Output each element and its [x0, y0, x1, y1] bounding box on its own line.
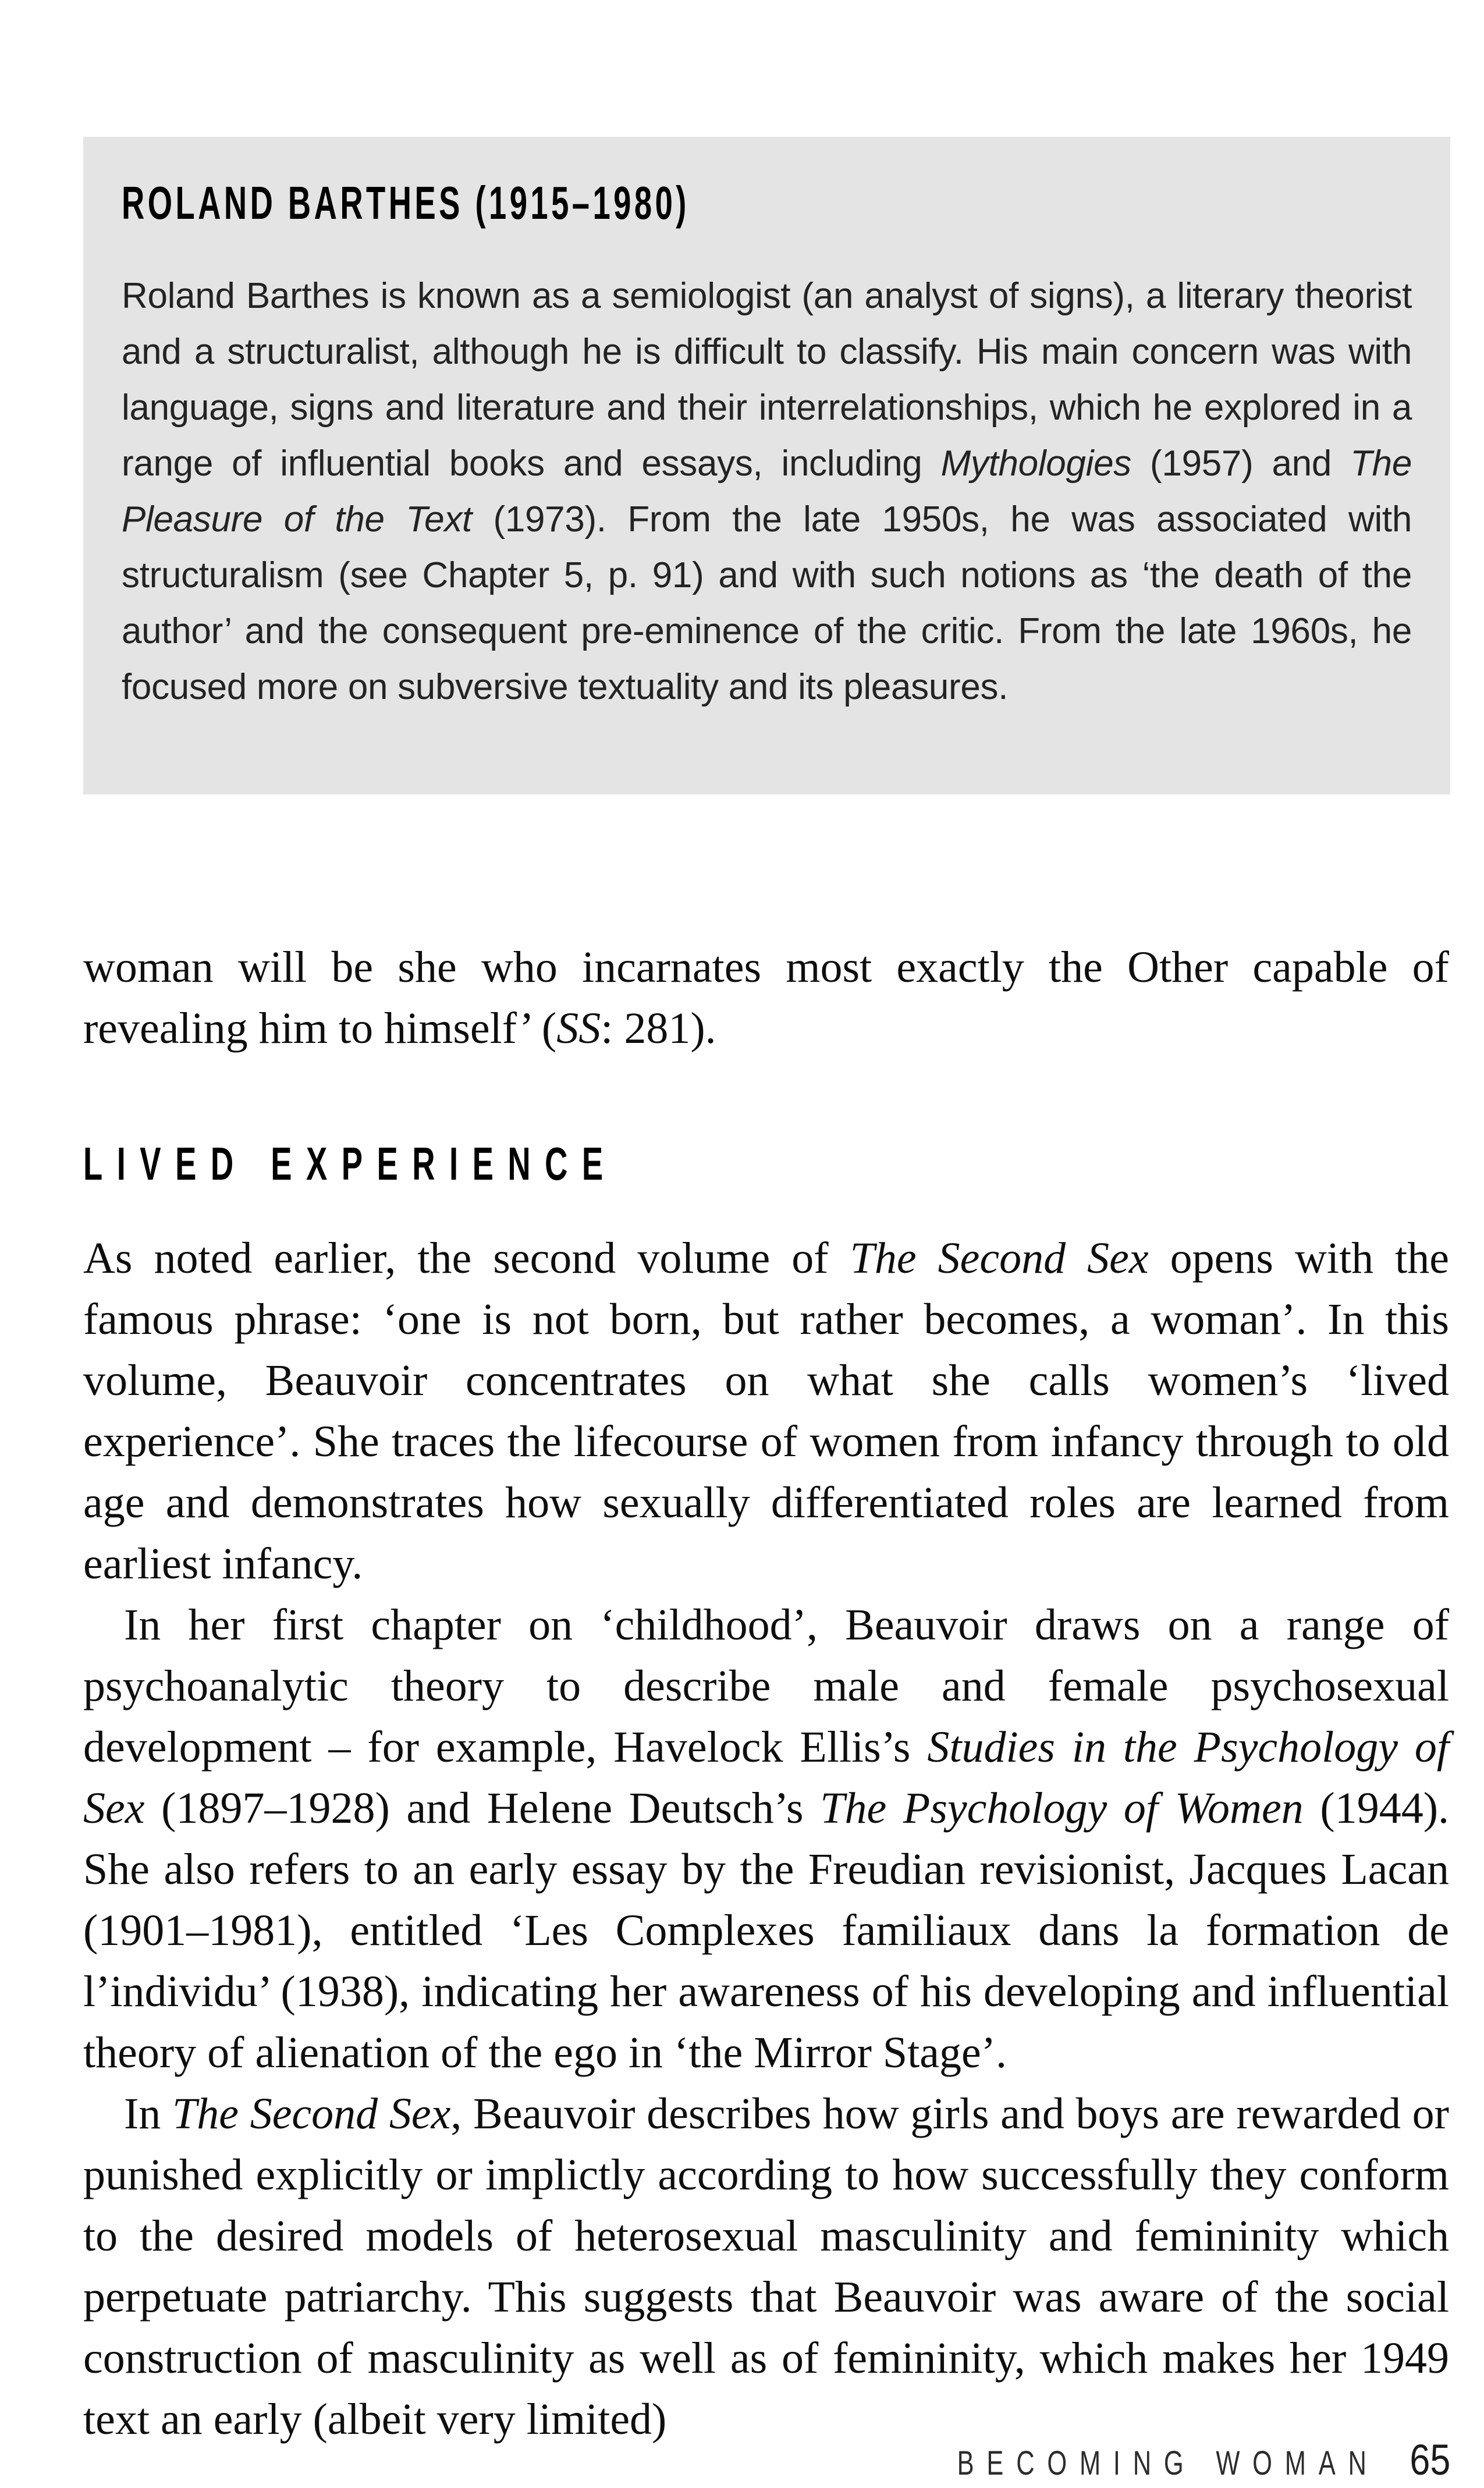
page-footer [816, 2435, 1450, 2485]
roland-barthes-info-box [83, 137, 1450, 794]
running-head: BECOMING WOMAN [957, 2444, 1379, 2482]
section-heading-lived-experience: LIVED EXPERIENCE [83, 1138, 617, 1190]
continuation-paragraph: woman will be she who incarnates most exactly the Other capable of revealing him to himself’ (SS: 281). [83, 943, 1449, 1053]
body-paragraph-1: As noted earlier, the second volume of The Second Sex opens with the famous phrase: ‘one is not born, but rather becomes, a woman’. In this volume, Beauvoir concentrates on what she calls women’s ‘lived experience’. She traces the lifecourse of women from infancy through to old age and demonstrates how sexually differentiated roles are learned from earliest infancy. [83, 1234, 1449, 1588]
info-box-paragraph: Roland Barthes is known as a semiologist (an analyst of signs), a literary theorist and a structuralist, although he is difficult to classify. His main concern was with language, signs and literature and their interrelationships, which he explored in a range of influential books and essays, including Mythologies (1957) and The Pleasure of the Text (1973). From the late 1950s, he was associated with structuralism (see Chapter 5, p. 91) and with such notions as ‘the death of the author’ and the consequent pre-eminence of the critic. From the late 1960s, he focused more on subversive textuality and its pleasures. [122, 276, 1412, 707]
main-text-column [83, 937, 1449, 2450]
body-paragraph-2: In her first chapter on ‘childhood’, Beauvoir draws on a range of psychoanalytic theory to describe male and female psychosexual development – for example, Havelock Ellis’s Studies in the Psychology of Sex (1897–1928) and Helene Deutsch’s The Psychology of Women (1944). She also refers to an early essay by the Freudian revisionist, Jacques Lacan (1901–1981), entitled ‘Les Complexes familiaux dans la formation de l’individu’ (1938), indicating her awareness of his developing and influential theory of alienation of the ego in ‘the Mirror Stage’. [83, 1600, 1449, 2077]
info-box-title: ROLAND BARTHES (1915–1980) [122, 177, 690, 229]
body-paragraph-3: In The Second Sex, Beauvoir describes how girls and boys are rewarded or punished explicitly or implictly according to how successfully they conform to the desired models of heterosexual masculinity and femininity which perpetuate patriarchy. This suggests that Beauvoir was aware of the social construction of masculinity as well as of femininity, which makes her 1949 text an early (albeit very limited) [83, 2089, 1449, 2444]
page-number: 65 [1410, 2436, 1450, 2484]
